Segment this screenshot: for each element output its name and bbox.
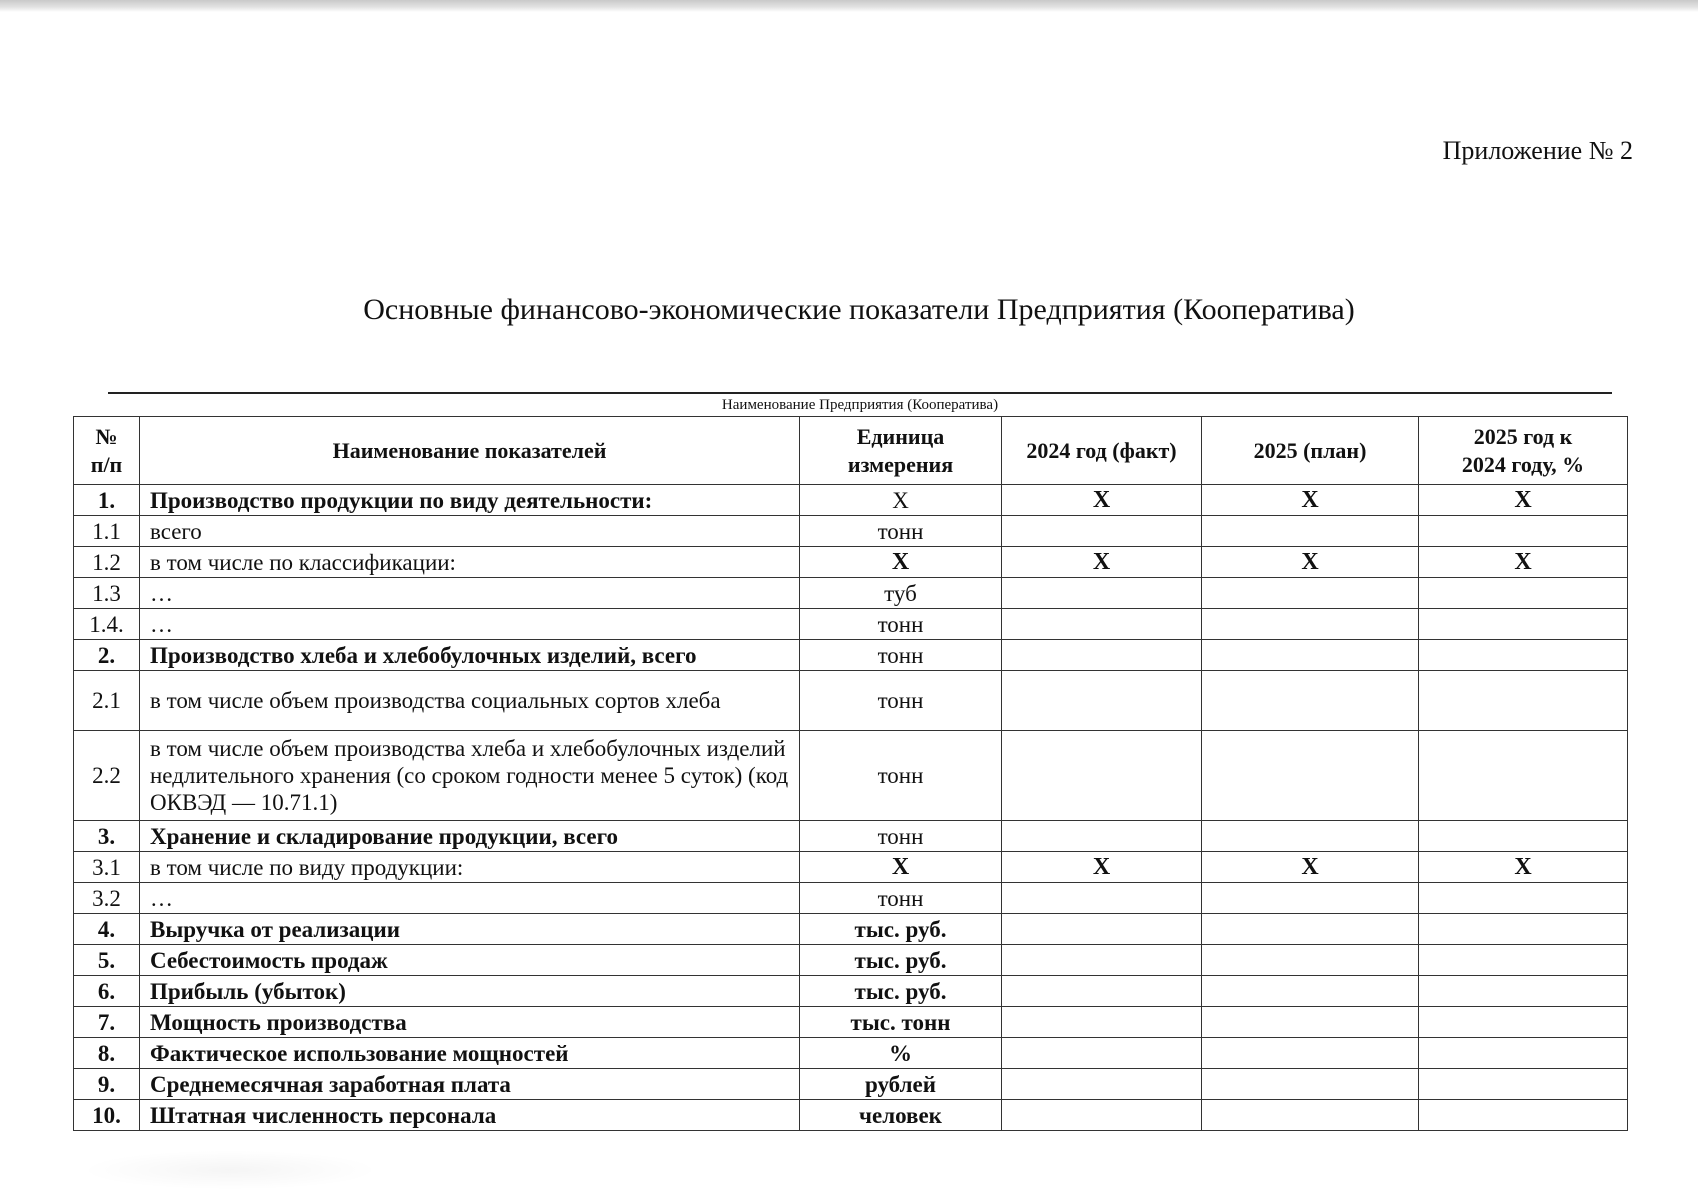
header-ratio xyxy=(1419,417,1628,485)
row-plan-2025 xyxy=(1202,821,1419,852)
header-fact-2024: 2024 год (факт) xyxy=(1002,417,1202,485)
row-plan-2025 xyxy=(1202,516,1419,547)
header-number-line2: п/п xyxy=(90,451,123,477)
row-fact-2024 xyxy=(1002,1007,1202,1038)
row-unit: тыс. руб. xyxy=(800,976,1002,1007)
row-ratio xyxy=(1419,1100,1628,1131)
row-ratio xyxy=(1419,821,1628,852)
row-indicator: Среднемесячная заработная плата xyxy=(140,1069,800,1100)
table-row xyxy=(74,640,1628,671)
row-plan-2025 xyxy=(1202,1038,1419,1069)
row-number: 3.1 xyxy=(74,852,140,883)
table-row xyxy=(74,1038,1628,1069)
header-number xyxy=(74,417,140,485)
row-number: 2. xyxy=(74,640,140,671)
row-ratio xyxy=(1419,731,1628,821)
row-plan-2025: Х xyxy=(1202,852,1419,883)
row-fact-2024 xyxy=(1002,976,1202,1007)
row-unit: Х xyxy=(800,547,1002,578)
row-plan-2025 xyxy=(1202,578,1419,609)
row-ratio: Х xyxy=(1419,547,1628,578)
row-ratio xyxy=(1419,516,1628,547)
row-fact-2024 xyxy=(1002,1069,1202,1100)
row-ratio xyxy=(1419,1007,1628,1038)
row-number: 5. xyxy=(74,945,140,976)
row-unit: тонн xyxy=(800,731,1002,821)
row-ratio xyxy=(1419,671,1628,731)
row-fact-2024 xyxy=(1002,821,1202,852)
row-indicator: в том числе по виду продукции: xyxy=(140,852,800,883)
row-indicator: в том числе объем производства хлеба и хлебобулочных изделий недлительного хранения (со сроком годности менее 5 суток) (код ОКВЭД — 10.71.1) xyxy=(140,731,800,821)
row-number: 1.2 xyxy=(74,547,140,578)
row-indicator: Производство продукции по виду деятельности: xyxy=(140,485,800,516)
scan-edge-shadow xyxy=(0,0,1698,12)
row-ratio xyxy=(1419,1069,1628,1100)
table-row xyxy=(74,945,1628,976)
row-fact-2024 xyxy=(1002,945,1202,976)
table-row xyxy=(74,578,1628,609)
row-unit: Х xyxy=(800,852,1002,883)
table-row xyxy=(74,883,1628,914)
row-plan-2025 xyxy=(1202,976,1419,1007)
row-unit: Х xyxy=(800,485,1002,516)
indicators-table xyxy=(73,416,1628,1131)
row-fact-2024 xyxy=(1002,640,1202,671)
row-fact-2024: Х xyxy=(1002,852,1202,883)
row-fact-2024 xyxy=(1002,609,1202,640)
appendix-label: Приложение № 2 xyxy=(1442,136,1633,165)
enterprise-name-line xyxy=(108,392,1612,394)
header-unit-line1: Единица xyxy=(856,423,945,449)
row-number: 10. xyxy=(74,1100,140,1131)
row-fact-2024 xyxy=(1002,671,1202,731)
row-plan-2025 xyxy=(1202,609,1419,640)
row-indicator: … xyxy=(140,609,800,640)
row-unit: тыс. руб. xyxy=(800,914,1002,945)
row-number: 2.2 xyxy=(74,731,140,821)
table-row xyxy=(74,976,1628,1007)
row-indicator: … xyxy=(140,883,800,914)
row-ratio xyxy=(1419,883,1628,914)
row-unit: тонн xyxy=(800,671,1002,731)
row-number: 1.4. xyxy=(74,609,140,640)
row-indicator: Себестоимость продаж xyxy=(140,945,800,976)
row-ratio xyxy=(1419,1038,1628,1069)
row-number: 8. xyxy=(74,1038,140,1069)
row-unit: тонн xyxy=(800,516,1002,547)
row-plan-2025 xyxy=(1202,1100,1419,1131)
row-unit: тыс. тонн xyxy=(800,1007,1002,1038)
row-ratio xyxy=(1419,914,1628,945)
row-number: 1. xyxy=(74,485,140,516)
row-number: 3.2 xyxy=(74,883,140,914)
row-fact-2024 xyxy=(1002,1100,1202,1131)
row-plan-2025 xyxy=(1202,671,1419,731)
row-number: 3. xyxy=(74,821,140,852)
row-plan-2025 xyxy=(1202,731,1419,821)
header-unit-line2: измерения xyxy=(847,451,954,477)
table-row xyxy=(74,914,1628,945)
table-row xyxy=(74,1007,1628,1038)
row-ratio xyxy=(1419,945,1628,976)
header-ratio-line1: 2025 год к xyxy=(1473,423,1573,449)
row-plan-2025 xyxy=(1202,945,1419,976)
row-indicator: Штатная численность персонала xyxy=(140,1100,800,1131)
row-number: 7. xyxy=(74,1007,140,1038)
row-plan-2025 xyxy=(1202,1007,1419,1038)
row-number: 2.1 xyxy=(74,671,140,731)
row-unit: тонн xyxy=(800,609,1002,640)
table-row xyxy=(74,485,1628,516)
row-fact-2024: Х xyxy=(1002,485,1202,516)
row-unit: рублей xyxy=(800,1069,1002,1100)
table-header-row xyxy=(74,417,1628,485)
row-ratio xyxy=(1419,578,1628,609)
row-unit: туб xyxy=(800,578,1002,609)
row-number: 1.1 xyxy=(74,516,140,547)
row-fact-2024 xyxy=(1002,516,1202,547)
row-indicator: Фактическое использование мощностей xyxy=(140,1038,800,1069)
row-plan-2025 xyxy=(1202,914,1419,945)
row-number: 4. xyxy=(74,914,140,945)
table-row xyxy=(74,1069,1628,1100)
row-indicator: Производство хлеба и хлебобулочных изделий, всего xyxy=(140,640,800,671)
document-title: Основные финансово-экономические показатели Предприятия (Кооператива) xyxy=(363,293,1355,326)
row-plan-2025: Х xyxy=(1202,547,1419,578)
row-unit: тонн xyxy=(800,821,1002,852)
row-indicator: … xyxy=(140,578,800,609)
row-indicator: Мощность производства xyxy=(140,1007,800,1038)
row-number: 1.3 xyxy=(74,578,140,609)
row-fact-2024: Х xyxy=(1002,547,1202,578)
header-unit xyxy=(800,417,1002,485)
row-ratio: Х xyxy=(1419,485,1628,516)
row-indicator: Прибыль (убыток) xyxy=(140,976,800,1007)
header-plan-2025: 2025 (план) xyxy=(1202,417,1419,485)
row-unit: тонн xyxy=(800,883,1002,914)
row-number: 9. xyxy=(74,1069,140,1100)
row-indicator: в том числе по классификации: xyxy=(140,547,800,578)
row-indicator: Хранение и складирование продукции, всего xyxy=(140,821,800,852)
row-unit: человек xyxy=(800,1100,1002,1131)
row-number: 6. xyxy=(74,976,140,1007)
row-ratio xyxy=(1419,609,1628,640)
table-row xyxy=(74,516,1628,547)
row-indicator: Выручка от реализации xyxy=(140,914,800,945)
row-fact-2024 xyxy=(1002,1038,1202,1069)
header-indicator: Наименование показателей xyxy=(140,417,800,485)
scan-noise xyxy=(80,1150,380,1190)
enterprise-name-caption: Наименование Предприятия (Кооператива) xyxy=(721,397,999,413)
row-plan-2025 xyxy=(1202,1069,1419,1100)
row-indicator: в том числе объем производства социальных сортов хлеба xyxy=(140,671,800,731)
row-fact-2024 xyxy=(1002,914,1202,945)
table-row xyxy=(74,547,1628,578)
table-row xyxy=(74,852,1628,883)
table-row xyxy=(74,1100,1628,1131)
row-fact-2024 xyxy=(1002,578,1202,609)
table-row xyxy=(74,731,1628,821)
row-plan-2025 xyxy=(1202,640,1419,671)
row-fact-2024 xyxy=(1002,883,1202,914)
row-unit: тонн xyxy=(800,640,1002,671)
row-plan-2025: Х xyxy=(1202,485,1419,516)
table-row xyxy=(74,609,1628,640)
row-ratio xyxy=(1419,976,1628,1007)
row-plan-2025 xyxy=(1202,883,1419,914)
row-unit: % xyxy=(800,1038,1002,1069)
row-unit: тыс. руб. xyxy=(800,945,1002,976)
table-row xyxy=(74,821,1628,852)
row-ratio: Х xyxy=(1419,852,1628,883)
header-ratio-line2: 2024 году, % xyxy=(1461,451,1585,477)
row-ratio xyxy=(1419,640,1628,671)
header-number-line1: № xyxy=(95,423,118,449)
table-row xyxy=(74,671,1628,731)
row-indicator: всего xyxy=(140,516,800,547)
row-fact-2024 xyxy=(1002,731,1202,821)
